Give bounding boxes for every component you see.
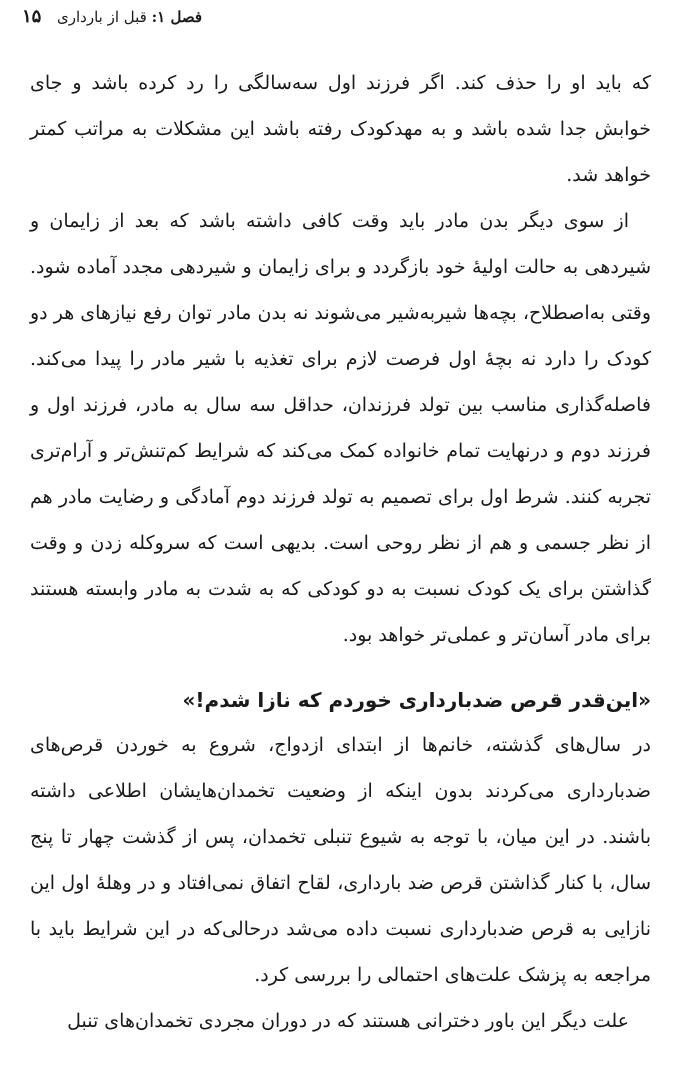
running-header [22,6,667,34]
chapter-label: فصل ۱: [151,8,202,26]
section-paragraph: علت دیگر این باور دخترانی هستند که در دوران مجردی تخمدان‌های تنبل [67,1010,629,1032]
section-paragraph: در سال‌های گذشته، خانم‌ها از ابتدای ازدواج، شروع به خوردن قرص‌های ضدبارداری می‌کردند بدون اینکه از وضعیت تخمدان‌هایشان اطلاعی داشته باشند. در این میان، با توجه به شیوع تنبلی تخمدان، پس از گذشت چهار تا پنج سال، با کنار گذاشتن قرص ضد بارداری، لقاح اتفاق نمی‌افتاد و در وهلهٔ اول این نازایی به قرص ضدبارداری نسبت داده می‌شد درحالی‌که در این شرایط باید با مراجعه به پزشک علت‌های احتمالی را بررسی کرد. [30,734,651,986]
chapter-heading [57,8,202,26]
section-heading: «این‌قدر قرص ضدبارداری خوردم که نازا شدم!» [182,688,651,712]
paragraph: از سوی دیگر بدن مادر باید وقت کافی داشته باشد که بعد از زایمان و شیردهی به حالت اولیهٔ خود بازگردد و برای زایمان و شیردهی مجدد آماده شود. وقتی به‌اصطلاح، بچه‌ها شیربه‌شیر می‌شوند نه بدن مادر توان رفع نیازهای هر دو کودک را دارد نه بچهٔ اول فرصت لازم برای تغذیه با شیر مادر را پیدا می‌کند. فاصله‌گذاری مناسب بین تولد فرزندان، حداقل سه سال به مادر، فرزند اول و فرزند دوم و درنهایت تمام خانواده کمک می‌کند که شرایط کم‌تنش‌تر و آرام‌تری تجربه کنند. شرط اول برای تصمیم به تولد فرزند دوم آمادگی و رضایت مادر هم از نظر جسمی و هم از نظر روحی است. بدیهی است که سروکله زدن و وقت گذاشتن برای یک کودک نسبت به دو کودکی که به شدت به مادر وابسته هستند برای مادر آسان‌تر و عملی‌تر خواهد بود. [30,210,651,646]
body-text [30,60,651,1044]
paragraph-continuation: که باید او را حذف کند. اگر فرزند اول سه‌سالگی را رد کرده باشد و جای خوابش جدا شده باشد و به مهدکودک رفته باشد این مشکلات به مراتب کمتر خواهد شد. [30,72,651,186]
chapter-title: قبل از بارداری [57,8,147,26]
page-number: ۱۵ [22,6,42,27]
